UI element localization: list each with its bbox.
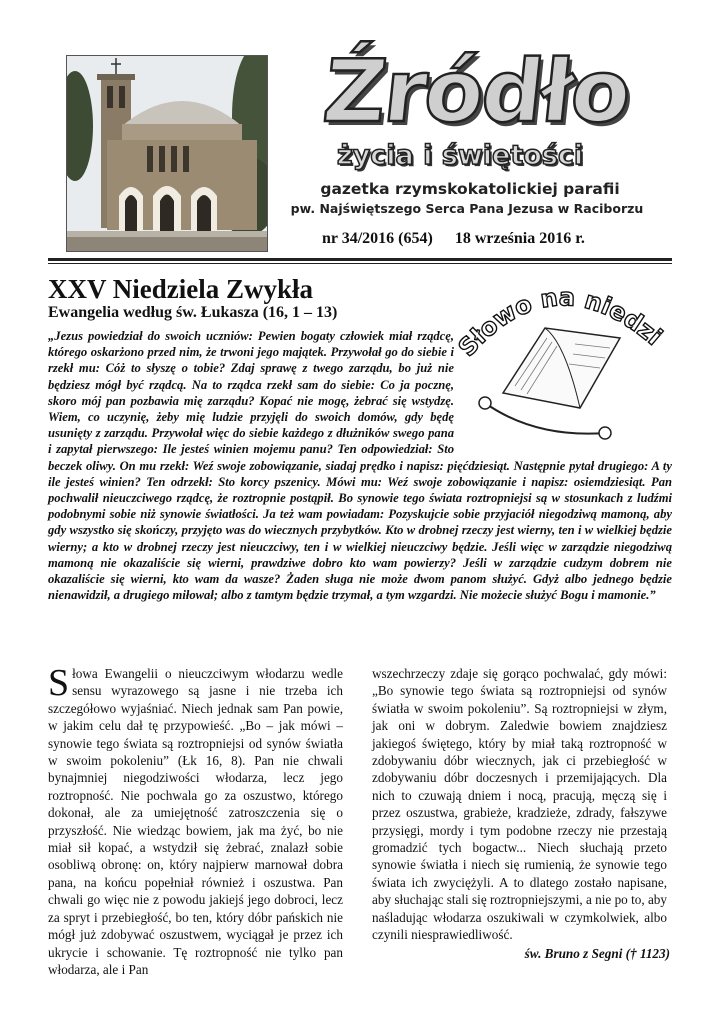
parish-line-2: pw. Najświętszego Serca Pana Jezusa w Raciborzu	[290, 201, 644, 216]
issue-number: nr 34/2016 (654)	[322, 230, 433, 247]
sunday-title: XXV Niedziela Zwykła	[48, 274, 314, 304]
church-photo	[66, 55, 268, 252]
author-signature: św. Bruno z Segni († 1123)	[524, 946, 670, 961]
commentary-right-text: wszechrzeczy zdaje się gorąco pochwalać, gdy mówi: „Bo synowie tego świata są roztropniejsi od synów światła w swoim pokoleniu”. Są roztropniejsi w złym, jak oni w dobrym. Zaledwie bowiem znajdziesz jakiegoś świętego, który by miał taką roztropność w zdobywaniu dóbr wiecznych, jak ci przebiegłość w zdobywaniu dóbr doczesnych i przemijających. Dla nich to czuwają dniem i nocą, pracują, męczą się i przez oszustwa, grabieże, kradzieże, zdrady, fałszywe przysięgi, mordy i tym podobne rzeczy nie przestają gromadzić tych bogactw... Niech słuchają przeto synowie światła i niech się rumienią, że synowie tego świata ich zwyciężyli. A to dlatego zostało napisane, aby słuchając stali się roztropniejszymi, a nie po to, aby naśladując włodarza oszukiwali w czymkolwiek, albo czynili niesprawiedliwość.	[372, 666, 667, 943]
drop-cap: S	[48, 662, 70, 704]
masthead-title: Źródło	[318, 42, 634, 142]
parish-line-1: gazetka rzymskokatolickiej parafii	[320, 180, 620, 198]
masthead-subtitle: życia i świętości	[336, 140, 584, 171]
gospel-body: „Jezus powiedział do swoich uczniów: Pewien bogaty człowiek miał rządcę, którego oskarżono przed nim, że trwoni jego majątek. Przywołał go do siebie i rzekł mu: Cóż to słyszę o tobie? Zdaj sprawę z twego zarządu, bo już nie będziesz mógł być rządcą. Na to rządca rzekł sam do siebie: Co ja pocznę, skoro mój pan pozbawia mię zarządu? Kopać nie mogę, żebrać się wstydzę. Wiem, co uczynię, żeby mię ludzie przyjęli do swoich domów, gdy będę usunięty z zarządu. Przywołał więc do siebie każdego z dłużników swego pana i zapytał pierwszego: Ile jesteś winien mojemu panu? Ten odpowiedział: Sto beczek oliwy. On mu rzekł: Weź swoje zobowiązanie, siadaj prędko i napisz: pięćdziesiąt. Następnie pytał drugiego: A ty ile jesteś winien? Ten odrzekł: Sto korcy pszenicy. Mówi mu: Weź swoje zobowiązanie i napisz: osiemdziesiąt. Pan pochwalił nieuczciwego rządcę, że roztropnie postąpił. Bo synowie tego świata roztropniejsi są w stosunkach z ludźmi podobnymi sobie niż synowie światłości. Ja też wam powiadam: Pozyskujcie sobie przyjaciół niegodziwą mamoną, aby gdy wszystko się skończy, przyjęto was do wiecznych przybytków. Kto w drobnej rzeczy jest wierny, ten i w wielkiej będzie wierny; a kto w drobnej rzeczy jest nieuczciwy, ten i w wielkiej nieuczciwy będzie. Jeśli więc w zarządzie niegodziwą mamoną nie okazaliście się wierni, prawdziwe dobro kto wam powierzy? Jeśli w zarządzie cudzym dobrem nie okazaliście się wierni, kto wam da wasze? Żaden sługa nie może dwom panom służyć. Gdyż albo jednego będzie nienawidził, a drugiego miłował; albo z tamtym będzie trzymał, a tym wzgardzi. Nie możecie służyć Bogu i mamonie.”	[48, 329, 672, 603]
church-illustration	[67, 56, 267, 251]
gospel-text	[48, 328, 672, 653]
commentary-left-column	[48, 662, 343, 977]
issue-date: 18 września 2016 r.	[454, 230, 585, 247]
header-divider-thick	[48, 258, 672, 261]
commentary-left-text: łowa Ewangelii o nieuczciwym włodarzu wedle sensu wyrazowego są jasne i nie trzeba ich szczegółowo wyjaśniać. Niech jednak sam Pan powie, w jakim celu dał tę przypowieść. „Bo – jak mówi – synowie tego świata są roztropniejsi od synów światła w swoim pokoleniu” (Łk 16, 8). Pan nie chwali bynajmniej niegodziwości włodarza, lecz jego roztropność. Nie pochwala go za oszustwo, którego dokonał, ale za umiejętność zatroszczenia się o przyszłość. Nie wiedząc bowiem, jak ma żyć, bo nie miał sił kopać, a wstydził się żebrać, znalazł sobie osobliwą obronę: on, który najpierw marnował dobra pana, na końcu popełniał również i oszustwa. Pan chwali go więc nie z powodu jakiejś jego dobroci, lecz za spryt i przebiegłość, bo ten, który dóbr pańskich nie mógł już zdobywać oszustwem, wyciągał je przez ich ukrycie i schowanie. Tę roztropność nie tylko pan włodarza, ale i Pan	[48, 666, 343, 977]
header-divider-thin	[48, 263, 672, 264]
gospel-reference: Ewangelia według św. Łukasza (16, 1 – 13)	[48, 304, 338, 321]
slowo-text: Słowo na niedzi	[455, 283, 668, 362]
commentary-right-column	[372, 665, 667, 965]
issue-info	[322, 230, 622, 252]
